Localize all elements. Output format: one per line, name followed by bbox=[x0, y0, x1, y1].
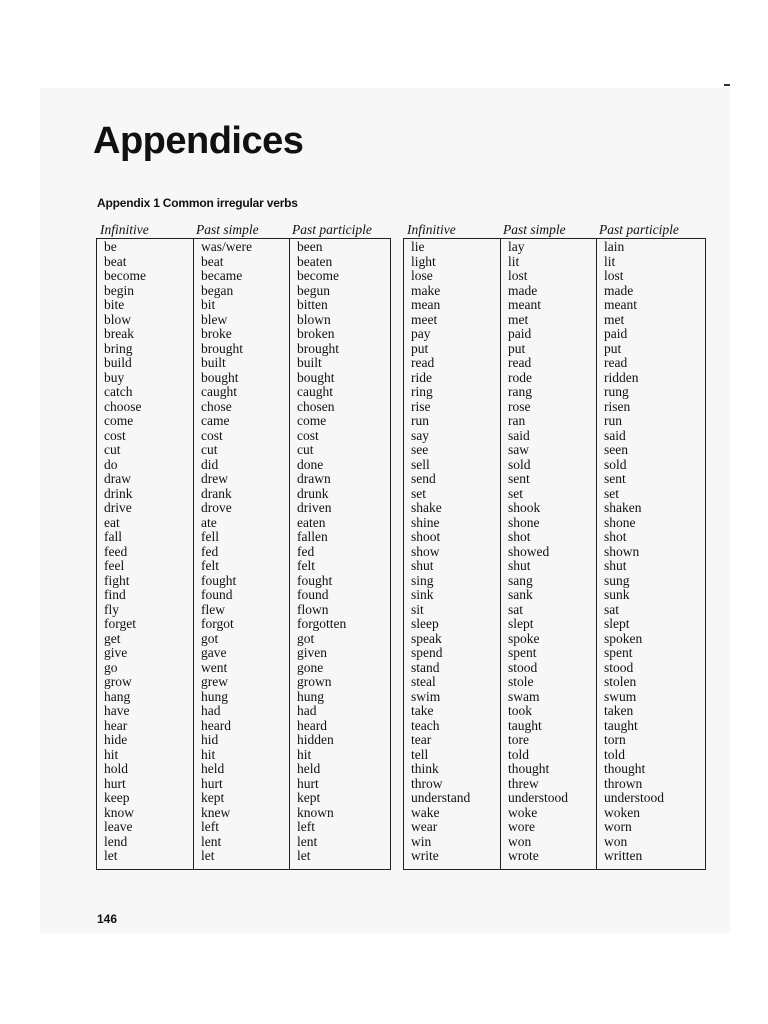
table-body bbox=[403, 238, 706, 870]
verb-cell: win bbox=[411, 833, 432, 849]
verb-cell: shown bbox=[604, 543, 640, 559]
table-header bbox=[403, 221, 706, 238]
verb-cell: beat bbox=[201, 253, 224, 269]
verb-cell: known bbox=[297, 804, 334, 820]
verb-cell: break bbox=[104, 326, 134, 341]
verb-cell: understood bbox=[508, 790, 568, 805]
past-participle-column bbox=[289, 239, 390, 869]
verb-cell: blew bbox=[201, 311, 228, 327]
verb-cell: sold bbox=[604, 456, 627, 472]
verb-cell: beaten bbox=[297, 253, 333, 269]
verb-cell: caught bbox=[297, 384, 333, 399]
verb-cell: beat bbox=[104, 253, 127, 269]
verb-cell: stand bbox=[411, 659, 440, 675]
verb-cell: eaten bbox=[297, 514, 326, 530]
verb-cell: fallen bbox=[297, 529, 328, 544]
verb-cell: shot bbox=[508, 529, 531, 544]
verb-cell: bought bbox=[201, 369, 239, 385]
verb-cell: cut bbox=[201, 442, 218, 457]
verb-cell: kept bbox=[201, 790, 225, 805]
verb-cell: threw bbox=[508, 775, 539, 791]
verb-cell: sold bbox=[508, 456, 531, 472]
verb-cell: fly bbox=[104, 601, 119, 617]
header-past-simple: Past simple bbox=[503, 222, 566, 237]
verb-cell: become bbox=[297, 268, 339, 283]
verb-cell: spent bbox=[508, 645, 537, 660]
verb-cell: go bbox=[104, 659, 118, 675]
verb-cell: got bbox=[201, 630, 219, 646]
verb-cell: make bbox=[411, 282, 441, 298]
verb-cell: spent bbox=[604, 645, 633, 660]
verb-cell: kept bbox=[297, 790, 321, 805]
table-header bbox=[96, 221, 391, 238]
verb-cell: left bbox=[297, 819, 315, 834]
verb-cell: wear bbox=[411, 819, 438, 834]
verb-cell: drive bbox=[104, 500, 132, 515]
header-past-simple: Past simple bbox=[196, 222, 259, 237]
verb-cell: lose bbox=[411, 268, 433, 283]
verb-cell: thought bbox=[508, 761, 550, 776]
verb-cell: fought bbox=[297, 572, 333, 588]
verb-cell: pay bbox=[411, 326, 431, 341]
verb-table-left bbox=[96, 221, 391, 870]
verb-cell: come bbox=[297, 413, 327, 428]
verb-cell: read bbox=[411, 355, 435, 370]
verb-cell: felt bbox=[201, 558, 219, 573]
verb-cell: forget bbox=[104, 616, 136, 631]
verb-cell: meet bbox=[411, 311, 438, 327]
verb-cell: given bbox=[297, 645, 327, 660]
verb-cell: blown bbox=[297, 311, 331, 327]
verb-cell: sat bbox=[508, 601, 523, 617]
verb-cell: spoken bbox=[604, 630, 643, 646]
verb-cell: feed bbox=[104, 543, 128, 559]
verb-cell: hide bbox=[104, 732, 128, 747]
verb-cell: sung bbox=[604, 572, 630, 588]
verb-cell: spend bbox=[411, 645, 443, 660]
verb-cell: built bbox=[297, 355, 322, 370]
verb-cell: meant bbox=[508, 297, 541, 312]
verb-cell: cost bbox=[201, 427, 223, 443]
verb-cell: slept bbox=[508, 616, 534, 631]
verb-cell: know bbox=[104, 804, 134, 820]
verb-cell: caught bbox=[201, 384, 237, 399]
verb-cell: hear bbox=[104, 717, 128, 733]
verb-cell: said bbox=[508, 427, 530, 443]
verb-cell: eat bbox=[104, 514, 120, 530]
verb-cell: set bbox=[508, 485, 523, 501]
verb-cell: done bbox=[297, 456, 324, 472]
verb-cell: wore bbox=[508, 819, 535, 834]
verb-cell: see bbox=[411, 442, 429, 457]
verb-cell: hurt bbox=[297, 775, 319, 791]
verb-cell: find bbox=[104, 587, 126, 602]
verb-cell: let bbox=[201, 848, 215, 863]
verb-cell: put bbox=[411, 340, 429, 356]
verb-cell: fell bbox=[201, 529, 219, 544]
verb-cell: woken bbox=[604, 804, 640, 820]
verb-cell: tear bbox=[411, 732, 432, 747]
verb-cell: heard bbox=[297, 717, 327, 733]
verb-cell: buy bbox=[104, 369, 125, 385]
verb-cell: sank bbox=[508, 587, 533, 602]
verb-cell: lend bbox=[104, 833, 128, 849]
verb-cell: found bbox=[201, 587, 233, 602]
scan-mark bbox=[724, 84, 730, 86]
verb-cell: speak bbox=[411, 630, 442, 646]
verb-cell: cut bbox=[297, 442, 314, 457]
verb-cell: taken bbox=[604, 703, 634, 718]
verb-cell: sent bbox=[604, 471, 626, 486]
verb-cell: lost bbox=[508, 268, 528, 283]
verb-cell: heard bbox=[201, 717, 231, 733]
verb-cell: sang bbox=[508, 572, 533, 588]
verb-cell: taught bbox=[508, 717, 542, 733]
verb-cell: hidden bbox=[297, 732, 334, 747]
page-number: 146 bbox=[97, 912, 118, 926]
verb-cell: shut bbox=[508, 558, 531, 573]
verb-cell: showed bbox=[508, 543, 550, 559]
past-participle-column bbox=[596, 239, 705, 869]
verb-cell: leave bbox=[104, 819, 133, 834]
verb-cell: understand bbox=[411, 790, 471, 805]
verb-cell: shone bbox=[604, 514, 636, 530]
verb-cell: shake bbox=[411, 500, 442, 515]
verb-cell: risen bbox=[604, 398, 631, 414]
verb-cell: fight bbox=[104, 572, 130, 588]
verb-cell: told bbox=[508, 746, 530, 762]
verb-cell: sent bbox=[508, 471, 530, 486]
verb-cell: fought bbox=[201, 572, 237, 588]
verb-cell: lent bbox=[201, 833, 222, 849]
verb-cell: shone bbox=[508, 514, 540, 530]
verb-cell: gave bbox=[201, 645, 227, 660]
verb-cell: ring bbox=[411, 384, 433, 399]
verb-cell: bought bbox=[297, 369, 335, 385]
verb-cell: stolen bbox=[604, 674, 637, 689]
verb-cell: catch bbox=[104, 384, 133, 399]
verb-cell: shaken bbox=[604, 500, 642, 515]
verb-cell: flew bbox=[201, 601, 225, 617]
verb-cell: tell bbox=[411, 746, 429, 762]
verb-cell: hurt bbox=[104, 775, 126, 791]
verb-cell: fed bbox=[201, 543, 219, 559]
verb-cell: hung bbox=[201, 688, 228, 704]
verb-cell: broken bbox=[297, 326, 335, 341]
verb-cell: met bbox=[508, 311, 529, 327]
verb-cell: hit bbox=[201, 746, 216, 762]
verb-cell: was/were bbox=[201, 239, 252, 254]
verb-cell: bit bbox=[201, 297, 216, 312]
verb-cell: sink bbox=[411, 587, 434, 602]
verb-cell: lent bbox=[297, 833, 318, 849]
verb-cell: sunk bbox=[604, 587, 630, 602]
verb-cell: wrote bbox=[508, 848, 539, 863]
verb-cell: throw bbox=[411, 775, 443, 791]
verb-cell: lost bbox=[604, 268, 624, 283]
verb-cell: built bbox=[201, 355, 226, 370]
verb-cell: wake bbox=[411, 804, 440, 820]
verb-cell: took bbox=[508, 703, 533, 718]
verb-cell: stole bbox=[508, 674, 534, 689]
verb-cell: hit bbox=[104, 746, 119, 762]
verb-cell: forgot bbox=[201, 616, 234, 631]
verb-cell: shook bbox=[508, 500, 541, 515]
page-title: Appendices bbox=[93, 120, 304, 162]
verb-cell: begin bbox=[104, 282, 134, 298]
verb-cell: bitten bbox=[297, 297, 328, 312]
verb-cell: driven bbox=[297, 500, 332, 515]
verb-cell: begun bbox=[297, 282, 330, 298]
verb-cell: won bbox=[508, 833, 532, 849]
verb-table-right bbox=[403, 221, 706, 870]
verb-cell: give bbox=[104, 645, 128, 660]
verb-cell: sleep bbox=[411, 616, 439, 631]
verb-cell: run bbox=[604, 413, 622, 428]
verb-cell: made bbox=[604, 282, 634, 298]
verb-cell: think bbox=[411, 761, 439, 776]
verb-cell: told bbox=[604, 746, 626, 762]
verb-cell: sat bbox=[604, 601, 619, 617]
verb-cell: have bbox=[104, 703, 130, 718]
verb-cell: left bbox=[201, 819, 219, 834]
verb-cell: write bbox=[411, 848, 439, 863]
verb-cell: had bbox=[201, 703, 221, 718]
verb-cell: shine bbox=[411, 514, 440, 530]
verb-cell: forgotten bbox=[297, 616, 347, 631]
infinitive-column bbox=[404, 239, 500, 869]
verb-cell: brought bbox=[297, 340, 339, 356]
verb-cell: became bbox=[201, 268, 243, 283]
verb-cell: shut bbox=[604, 558, 627, 573]
verb-cell: rang bbox=[508, 384, 532, 399]
verb-cell: grow bbox=[104, 674, 132, 689]
verb-cell: taught bbox=[604, 717, 638, 733]
past-simple-column bbox=[500, 239, 596, 869]
verb-cell: teach bbox=[411, 717, 440, 733]
verb-cell: be bbox=[104, 239, 117, 254]
verb-cell: came bbox=[201, 413, 230, 428]
verb-cell: show bbox=[411, 543, 440, 559]
verb-cell: held bbox=[297, 761, 321, 776]
verb-cell: lain bbox=[604, 239, 625, 254]
verb-cell: shut bbox=[411, 558, 434, 573]
verb-cell: stood bbox=[604, 659, 634, 675]
verb-cell: got bbox=[297, 630, 315, 646]
verb-cell: choose bbox=[104, 398, 142, 414]
verb-cell: blow bbox=[104, 311, 131, 327]
verb-cell: build bbox=[104, 355, 132, 370]
verb-cell: ate bbox=[201, 514, 217, 530]
verb-cell: won bbox=[604, 833, 628, 849]
verb-cell: paid bbox=[508, 326, 532, 341]
verb-cell: did bbox=[201, 456, 219, 472]
verb-cell: lie bbox=[411, 239, 425, 254]
verb-cell: fed bbox=[297, 543, 315, 559]
verb-cell: stood bbox=[508, 659, 538, 675]
verb-cell: ran bbox=[508, 413, 526, 428]
verb-cell: rode bbox=[508, 369, 532, 385]
verb-cell: read bbox=[604, 355, 628, 370]
verb-cell: grown bbox=[297, 674, 332, 689]
verb-cell: lay bbox=[508, 239, 525, 254]
verb-cell: put bbox=[508, 340, 526, 356]
verb-cell: understood bbox=[604, 790, 664, 805]
verb-cell: swim bbox=[411, 688, 441, 704]
verb-cell: made bbox=[508, 282, 538, 298]
verb-cell: tore bbox=[508, 732, 529, 747]
verb-cell: rung bbox=[604, 384, 629, 399]
verb-cell: flown bbox=[297, 601, 329, 617]
verb-cell: met bbox=[604, 311, 625, 327]
verb-cell: saw bbox=[508, 442, 529, 457]
verb-cell: knew bbox=[201, 804, 231, 820]
verb-cell: drawn bbox=[297, 471, 331, 486]
verb-cell: written bbox=[604, 848, 643, 863]
verb-cell: sit bbox=[411, 601, 424, 617]
verb-cell: swam bbox=[508, 688, 540, 704]
verb-cell: drove bbox=[201, 500, 232, 515]
verb-cell: draw bbox=[104, 471, 131, 486]
verb-cell: began bbox=[201, 282, 234, 298]
header-infinitive: Infinitive bbox=[407, 222, 456, 237]
verb-cell: rise bbox=[411, 398, 431, 414]
verb-cell: swum bbox=[604, 688, 637, 704]
verb-cell: drew bbox=[201, 471, 228, 486]
header-infinitive: Infinitive bbox=[100, 222, 149, 237]
verb-cell: do bbox=[104, 456, 118, 472]
appendix-subtitle: Appendix 1 Common irregular verbs bbox=[97, 196, 298, 210]
verb-cell: come bbox=[104, 413, 134, 428]
verb-cell: said bbox=[604, 427, 626, 443]
verb-cell: spoke bbox=[508, 630, 540, 646]
verb-cell: rose bbox=[508, 398, 531, 414]
verb-cell: gone bbox=[297, 659, 324, 675]
verb-cell: shoot bbox=[411, 529, 441, 544]
header-past-participle: Past participle bbox=[292, 222, 372, 237]
verb-cell: hit bbox=[297, 746, 312, 762]
verb-cell: drink bbox=[104, 485, 133, 501]
verb-cell: thought bbox=[604, 761, 646, 776]
verb-cell: lit bbox=[508, 253, 520, 269]
verb-cell: mean bbox=[411, 297, 441, 312]
table-body bbox=[96, 238, 391, 870]
verb-cell: read bbox=[508, 355, 532, 370]
verb-cell: drank bbox=[201, 485, 232, 501]
verb-cell: seen bbox=[604, 442, 628, 457]
verb-cell: cost bbox=[104, 427, 126, 443]
verb-cell: found bbox=[297, 587, 329, 602]
past-simple-column bbox=[193, 239, 289, 869]
verb-cell: paid bbox=[604, 326, 628, 341]
verb-cell: thrown bbox=[604, 775, 643, 791]
verb-cell: send bbox=[411, 471, 436, 486]
verb-cell: drunk bbox=[297, 485, 329, 501]
verb-cell: chose bbox=[201, 398, 232, 414]
verb-cell: take bbox=[411, 703, 434, 718]
verb-cell: chosen bbox=[297, 398, 335, 414]
verb-cell: hold bbox=[104, 761, 129, 776]
verb-cell: let bbox=[104, 848, 118, 863]
verb-cell: light bbox=[411, 253, 436, 269]
verb-cell: feel bbox=[104, 558, 125, 573]
verb-cell: torn bbox=[604, 732, 626, 747]
verb-cell: set bbox=[604, 485, 619, 501]
verb-cell: shot bbox=[604, 529, 627, 544]
verb-cell: hid bbox=[201, 732, 219, 747]
verb-cell: held bbox=[201, 761, 225, 776]
verb-cell: grew bbox=[201, 674, 228, 689]
verb-cell: ride bbox=[411, 369, 432, 385]
verb-cell: ridden bbox=[604, 369, 639, 385]
verb-cell: cost bbox=[297, 427, 319, 443]
verb-cell: broke bbox=[201, 326, 232, 341]
verb-cell: run bbox=[411, 413, 429, 428]
verb-cell: fall bbox=[104, 529, 122, 544]
verb-cell: been bbox=[297, 239, 323, 254]
verb-cell: meant bbox=[604, 297, 637, 312]
verb-cell: worn bbox=[604, 819, 632, 834]
verb-cell: become bbox=[104, 268, 146, 283]
verb-cell: get bbox=[104, 630, 121, 646]
verb-cell: cut bbox=[104, 442, 121, 457]
verb-cell: let bbox=[297, 848, 311, 863]
verb-cell: had bbox=[297, 703, 317, 718]
verb-cell: slept bbox=[604, 616, 630, 631]
verb-cell: bring bbox=[104, 340, 133, 356]
verb-cell: set bbox=[411, 485, 426, 501]
verb-cell: sell bbox=[411, 456, 430, 472]
verb-cell: bite bbox=[104, 297, 125, 312]
verb-cell: felt bbox=[297, 558, 315, 573]
verb-cell: hurt bbox=[201, 775, 223, 791]
verb-cell: hang bbox=[104, 688, 131, 704]
verb-cell: steal bbox=[411, 674, 436, 689]
verb-cell: sing bbox=[411, 572, 434, 588]
header-past-participle: Past participle bbox=[599, 222, 679, 237]
infinitive-column bbox=[97, 239, 193, 869]
verb-cell: hung bbox=[297, 688, 324, 704]
verb-cell: put bbox=[604, 340, 622, 356]
verb-cell: went bbox=[201, 659, 228, 675]
verb-cell: brought bbox=[201, 340, 243, 356]
verb-cell: lit bbox=[604, 253, 616, 269]
verb-cell: say bbox=[411, 427, 429, 443]
verb-cell: keep bbox=[104, 790, 130, 805]
verb-cell: woke bbox=[508, 804, 538, 820]
